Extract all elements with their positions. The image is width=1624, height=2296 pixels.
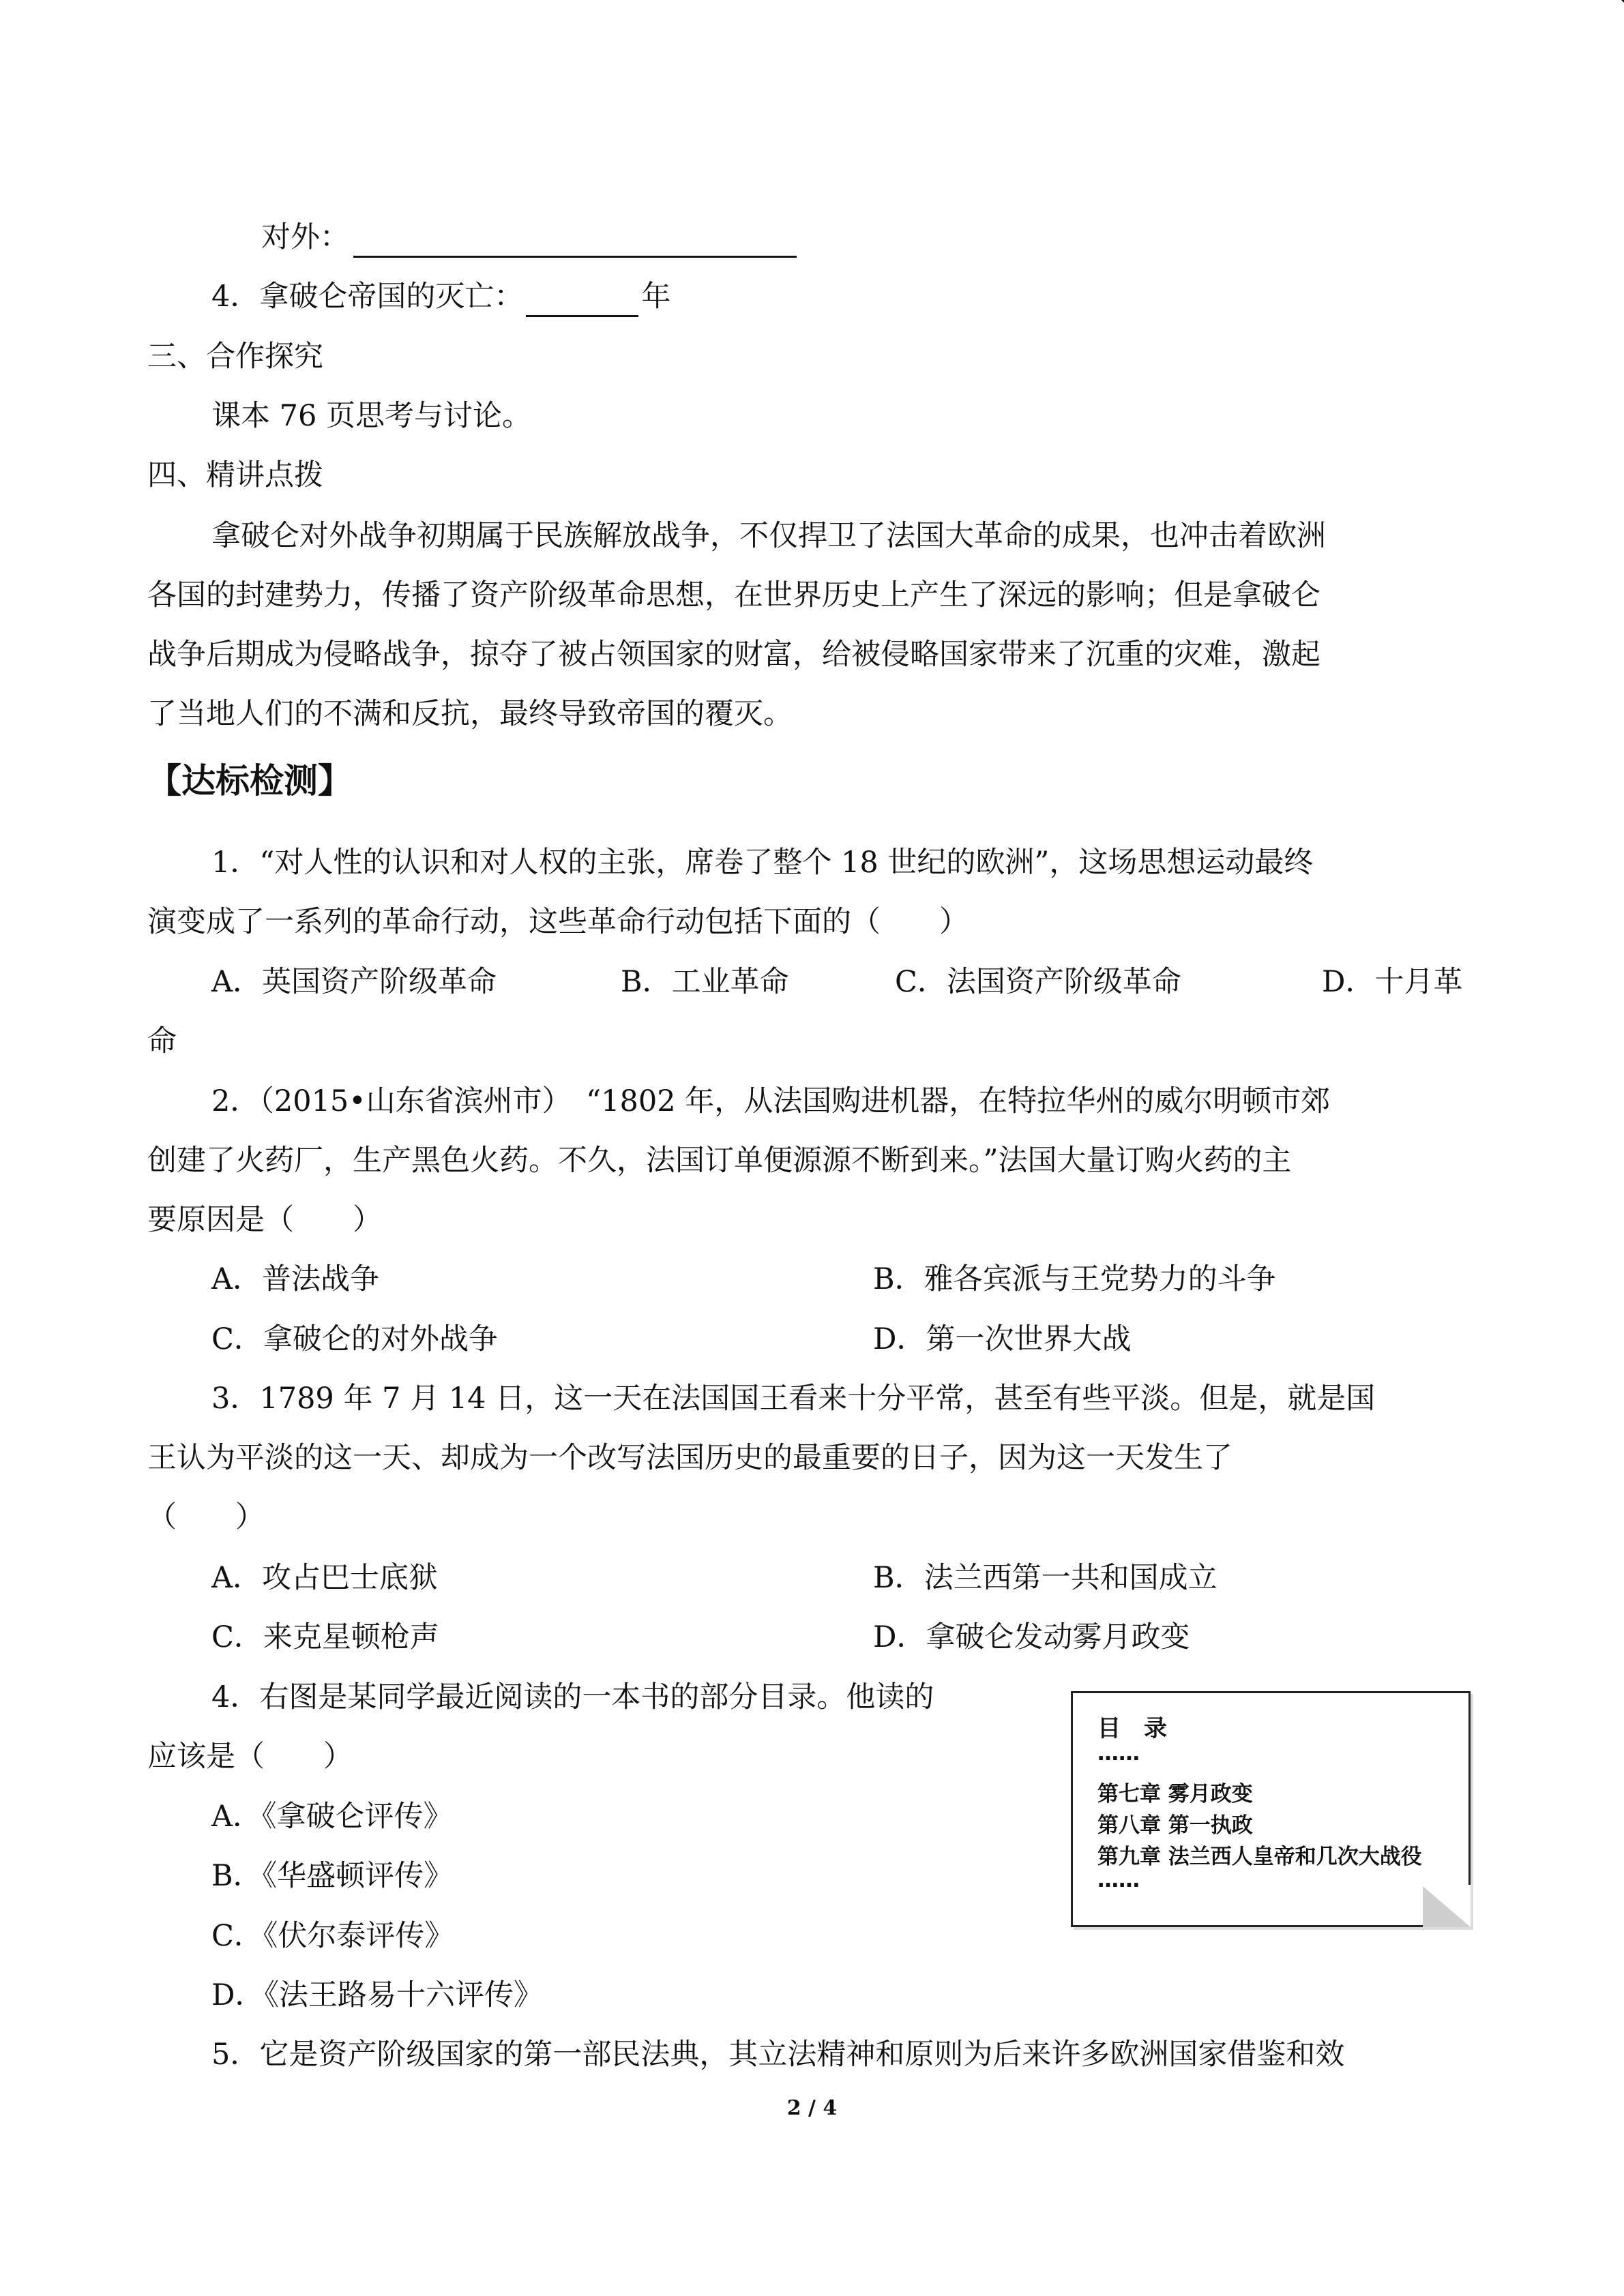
q1-option-b: B．工业革命	[621, 965, 789, 999]
toc-item: 第九章 法兰西人皇帝和几次大战役	[1097, 1845, 1422, 1869]
q1-option-a: A．英国资产阶级革命	[211, 965, 497, 999]
q1-line: 1．“对人性的认识和对人权的主张，席卷了整个 18 世纪的欧洲”，这场思想运动最终	[211, 846, 1314, 880]
q2-option-a: A．普法战争	[211, 1262, 380, 1296]
q4-option-c: C．《伏尔泰评传》	[211, 1919, 454, 1953]
q4-suffix: 年	[641, 280, 671, 314]
toc-ellipsis-top: ……	[1097, 1741, 1140, 1765]
external-blank	[353, 226, 797, 258]
q4-line: 应该是（ ）	[147, 1740, 353, 1774]
section3-content: 课本 76 页思考与讨论。	[211, 399, 532, 433]
q3-line: 王认为平淡的这一天、却成为一个改写法国历史的最重要的日子，因为这一天发生了	[147, 1441, 1232, 1475]
q2-option-b: B．雅各宾派与王党势力的斗争	[873, 1262, 1276, 1296]
q3-option-c: C．来克星顿枪声	[211, 1620, 439, 1654]
q3-option-d: D．拿破仑发动雾月政变	[873, 1620, 1190, 1654]
section4-line: 各国的封建势力，传播了资产阶级革命思想，在世界历史上产生了深远的影响；但是拿破仑	[147, 578, 1320, 612]
q1-option-d-wrap: 命	[147, 1024, 177, 1058]
q4-option-b: B．《华盛顿评传》	[211, 1859, 454, 1893]
q2-line: 2．（2015•山东省滨州市） “1802 年，从法国购进机器，在特拉华州的威尔明顿市郊	[211, 1084, 1331, 1118]
toc-ellipsis-bottom: ……	[1097, 1868, 1140, 1892]
q2-option-c: C．拿破仑的对外战争	[211, 1322, 498, 1356]
section3-title: 三、合作探究	[147, 340, 323, 374]
q1-option-c: C．法国资产阶级革命	[895, 965, 1181, 999]
section4-line: 战争后期成为侵略战争，掠夺了被占领国家的财富，给被侵略国家带来了沉重的灾难，激起	[147, 638, 1320, 672]
page-corner-mark	[1621, 0, 1624, 3]
q1-option-d: D．十月革	[1322, 965, 1463, 999]
q4-option-d: D．《法王路易十六评传》	[211, 1978, 543, 2012]
q3-option-b: B．法兰西第一共和国成立	[873, 1561, 1217, 1595]
section4-title: 四、精讲点拨	[147, 458, 323, 492]
q3-option-a: A．攻占巴士底狱	[211, 1561, 439, 1595]
test-heading: 【达标检测】	[147, 760, 352, 801]
q4-prefix: 4．拿破仑帝国的灭亡：	[211, 280, 524, 314]
q2-option-d: D．第一次世界大战	[873, 1322, 1132, 1356]
q2-line: 创建了火药厂，生产黑色火药。不久，法国订单便源源不断到来。”法国大量订购火药的主	[147, 1144, 1292, 1178]
q4-option-a: A．《拿破仑评传》	[211, 1800, 453, 1834]
q3-line: （ ）	[147, 1500, 265, 1534]
external-label: 对外：	[261, 220, 349, 254]
toc-item: 第八章 第一执政	[1097, 1813, 1253, 1838]
q4-line: 4．右图是某同学最近阅读的一本书的部分目录。他读的	[211, 1680, 934, 1714]
q1-line: 演变成了一系列的革命行动，这些革命行动包括下面的（ ）	[147, 905, 969, 939]
section4-line: 拿破仑对外战争初期属于民族解放战争，不仅捍卫了法国大革命的成果，也冲击着欧洲	[211, 519, 1326, 553]
toc-figure	[1071, 1691, 1471, 1927]
q3-line: 3．1789 年 7 月 14 日，这一天在法国国王看来十分平常，甚至有些平淡。但是，就是国	[211, 1382, 1376, 1416]
page-number: 2 / 4	[786, 2096, 838, 2120]
q4-empire-fall-line	[211, 276, 670, 317]
toc-title: 目 录	[1097, 1715, 1167, 1742]
external-line	[261, 217, 797, 258]
page-curl-shadow	[1423, 1886, 1471, 1927]
section4-line: 了当地人们的不满和反抗，最终导致帝国的覆灭。	[147, 697, 793, 731]
toc-item: 第七章 雾月政变	[1097, 1782, 1253, 1806]
q5-line: 5．它是资产阶级国家的第一部民法典，其立法精神和原则为后来许多欧洲国家借鉴和效	[211, 2038, 1345, 2072]
q2-line: 要原因是（ ）	[147, 1203, 382, 1237]
year-blank	[526, 285, 638, 317]
